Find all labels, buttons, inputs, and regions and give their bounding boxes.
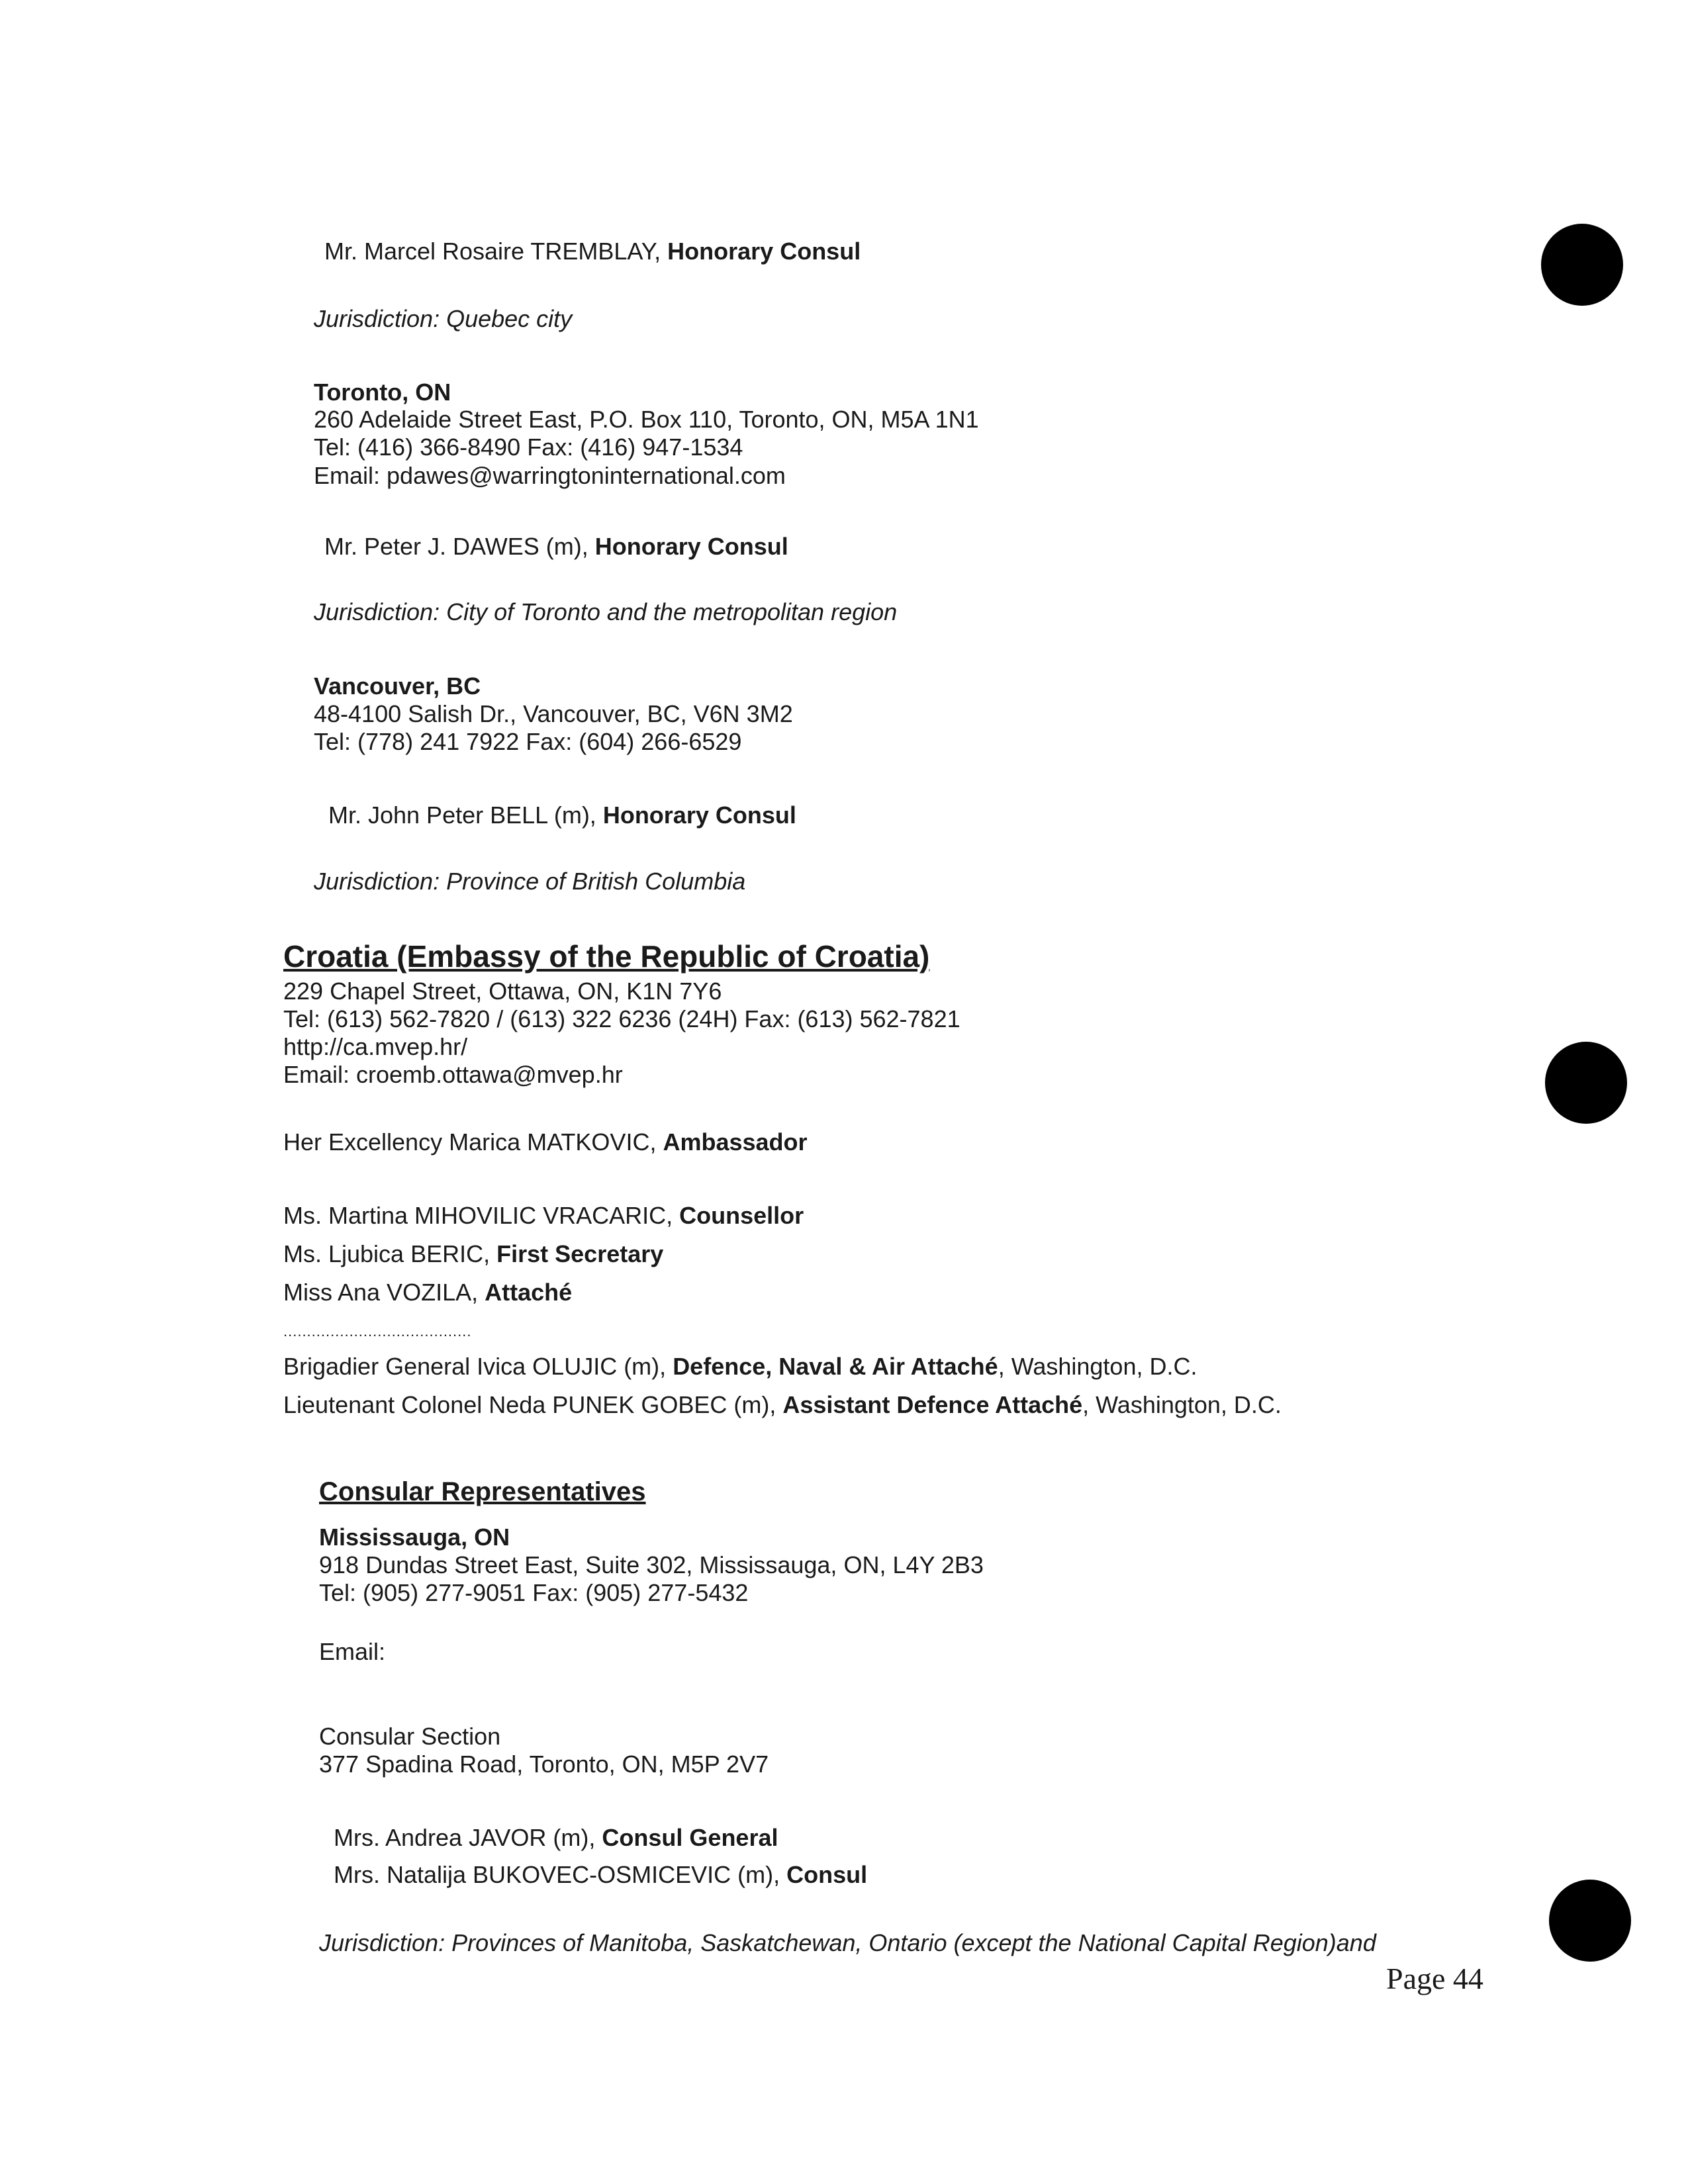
person-title: Honorary Consul (667, 238, 861, 265)
croatia-address: 229 Chapel Street, Ottawa, ON, K1N 7Y6 (283, 978, 722, 1005)
person-title: Ambassador (663, 1128, 808, 1156)
consul-line (334, 1823, 778, 1852)
croatia-phone: Tel: (613) 562-7820 / (613) 322 6236 (24H) Fax: (613) 562-7821 (283, 1005, 961, 1032)
person-name: Mr. Marcel Rosaire TREMBLAY, (324, 238, 661, 265)
person-name: Ms. Ljubica BERIC, (283, 1240, 491, 1267)
person-title: Honorary Consul (594, 533, 788, 560)
croatia-web: http://ca.mvep.hr/ (283, 1033, 468, 1060)
staff-line (283, 1201, 804, 1230)
person-title: Consul General (602, 1824, 778, 1851)
jurisdiction-toronto: Jurisdiction: City of Toronto and the metropolitan region (314, 598, 898, 625)
toronto-email: Email: pdawes@warringtoninternational.com (314, 462, 786, 489)
person-name: Mrs. Natalija BUKOVEC-OSMICEVIC (m), (334, 1861, 780, 1888)
toronto-phone: Tel: (416) 366-8490 Fax: (416) 947-1534 (314, 433, 743, 461)
mississauga-address: 918 Dundas Street East, Suite 302, Mississauga, ON, L4Y 2B3 (319, 1551, 984, 1578)
person-name: Lieutenant Colonel Neda PUNEK GOBEC (m), (283, 1391, 776, 1418)
vancouver-city: Vancouver, BC (314, 672, 481, 700)
page-number: Page 44 (1386, 1962, 1483, 1995)
person-name: Mrs. Andrea JAVOR (m), (334, 1824, 596, 1851)
croatia-email: Email: croemb.ottawa@mvep.hr (283, 1061, 623, 1088)
jurisdiction-bc: Jurisdiction: Province of British Columbia (314, 868, 746, 895)
person-title: Defence, Naval & Air Attaché (673, 1353, 998, 1380)
mississauga-city: Mississauga, ON (319, 1524, 510, 1551)
attache-line (283, 1352, 1197, 1381)
person-name: Brigadier General Ivica OLUJIC (m), (283, 1353, 667, 1380)
toronto-city: Toronto, ON (314, 379, 451, 406)
punch-hole (1549, 1880, 1631, 1962)
jurisdiction-consular: Jurisdiction: Provinces of Manitoba, Saskatchewan, Ontario (except the National Capital Region)and (319, 1929, 1376, 1956)
person-name: Miss Ana VOZILA, (283, 1279, 479, 1306)
person-name: Mr. Peter J. DAWES (m), (324, 533, 588, 560)
person-name: Ms. Martina MIHOVILIC VRACARIC, (283, 1202, 673, 1229)
consular-section: Consular Section (319, 1723, 501, 1750)
person-title: Consul (786, 1861, 868, 1888)
croatia-heading: Croatia (Embassy of the Republic of Croatia) (283, 939, 930, 974)
person-name: Her Excellency Marica MATKOVIC, (283, 1128, 657, 1156)
vancouver-address: 48-4100 Salish Dr., Vancouver, BC, V6N 3M2 (314, 700, 793, 727)
person-title: Attaché (485, 1279, 573, 1306)
consular-heading: Consular Representatives (319, 1477, 646, 1506)
person-name: Mr. John Peter BELL (m), (328, 801, 596, 829)
mississauga-email: Email: (319, 1638, 386, 1665)
person-title: Honorary Consul (602, 801, 796, 829)
person-title: Assistant Defence Attaché (782, 1391, 1083, 1418)
staff-line (283, 1240, 663, 1269)
person-title: Counsellor (679, 1202, 804, 1229)
punch-hole (1541, 224, 1623, 306)
dotted-separator: ........................................ (283, 1323, 472, 1340)
person-title: First Secretary (496, 1240, 664, 1267)
tremblay-line (324, 237, 861, 266)
vancouver-phone: Tel: (778) 241 7922 Fax: (604) 266-6529 (314, 728, 742, 755)
toronto-address: 260 Adelaide Street East, P.O. Box 110, Toronto, ON, M5A 1N1 (314, 406, 979, 433)
consul-line (334, 1860, 867, 1889)
jurisdiction-quebec: Jurisdiction: Quebec city (314, 305, 573, 332)
attache-location: , Washington, D.C. (998, 1353, 1197, 1380)
vancouver-person (328, 801, 796, 830)
punch-hole (1545, 1042, 1627, 1124)
mississauga-phone: Tel: (905) 277-9051 Fax: (905) 277-5432 (319, 1579, 749, 1606)
toronto-person (324, 532, 788, 561)
ambassador-line (283, 1128, 808, 1157)
attache-location: , Washington, D.C. (1082, 1391, 1282, 1418)
attache-line (283, 1390, 1282, 1420)
consular-section-address: 377 Spadina Road, Toronto, ON, M5P 2V7 (319, 1751, 769, 1778)
staff-line (283, 1278, 572, 1307)
